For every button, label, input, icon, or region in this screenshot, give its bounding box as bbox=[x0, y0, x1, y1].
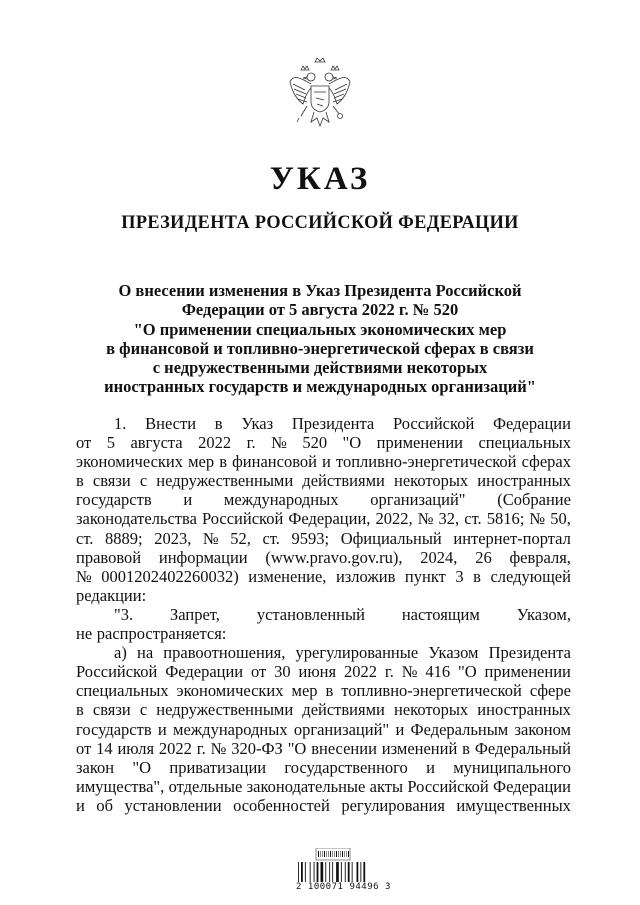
barcode-digit-group: 100071 bbox=[307, 882, 344, 892]
body-word: 52, bbox=[230, 528, 251, 548]
barcode-bar bbox=[332, 862, 333, 882]
body-word: изменение, bbox=[248, 566, 327, 586]
body-word: на bbox=[136, 643, 154, 663]
barcode-bar bbox=[345, 862, 346, 882]
body-word: и bbox=[426, 757, 435, 777]
body-text-line bbox=[76, 720, 571, 739]
barcode-bar bbox=[344, 851, 345, 857]
body-word: 50, bbox=[550, 509, 571, 529]
body-word: Президента bbox=[488, 643, 571, 663]
body-text-line bbox=[76, 662, 571, 681]
body-word: № bbox=[401, 662, 418, 682]
body-word: (Собрание bbox=[497, 490, 571, 510]
body-word: Российской bbox=[407, 776, 489, 796]
body-text-line bbox=[76, 490, 571, 509]
body-word: Федерации, bbox=[288, 509, 371, 529]
body-word: государственного bbox=[284, 757, 408, 777]
body-word: Федеральным bbox=[410, 719, 509, 739]
body-word: отдельные bbox=[168, 776, 243, 796]
body-word: экономических bbox=[76, 452, 184, 472]
barcode-bar bbox=[310, 862, 311, 882]
body-word: Официальный bbox=[340, 528, 442, 548]
body-word: "О bbox=[287, 738, 307, 758]
body-word: государств bbox=[76, 490, 152, 510]
document-type-heading: УКАЗ bbox=[269, 161, 371, 197]
body-word: августа bbox=[130, 433, 183, 453]
body-word: действиями bbox=[302, 471, 385, 491]
body-word: изменений bbox=[381, 738, 458, 758]
body-word: правоотношения, bbox=[163, 643, 286, 663]
body-word: иностранных bbox=[477, 700, 571, 720]
barcode-bar bbox=[352, 862, 353, 882]
barcode-bar bbox=[360, 862, 361, 882]
body-word: регулирования bbox=[341, 795, 445, 815]
body-word: "О bbox=[458, 662, 477, 682]
body-word: 320-ФЗ bbox=[231, 738, 283, 758]
body-word: и bbox=[183, 490, 193, 510]
barcode-digit-group: 2 bbox=[296, 882, 302, 892]
body-word: топливно-энергетической bbox=[335, 452, 517, 472]
body-word: г. bbox=[196, 738, 206, 758]
body-word: сферах bbox=[521, 452, 571, 472]
body-word: в bbox=[325, 681, 334, 701]
body-text-line bbox=[76, 567, 571, 586]
body-word: международных bbox=[223, 490, 339, 510]
body-word: (www.pravo.gov.ru), bbox=[265, 547, 403, 567]
body-word: распространяется: bbox=[96, 624, 227, 644]
barcode-bar bbox=[298, 862, 299, 882]
body-word: сфере bbox=[529, 681, 571, 701]
barcode-bar bbox=[348, 851, 349, 857]
body-text-line bbox=[76, 471, 571, 490]
body-word: применении bbox=[484, 662, 571, 682]
body-word: с bbox=[139, 700, 148, 720]
decree-title-line: с недружественными действиями некоторых bbox=[152, 358, 488, 378]
body-word: от bbox=[76, 738, 92, 758]
body-word: в bbox=[76, 471, 84, 491]
issuer-heading: ПРЕЗИДЕНТА РОССИЙСКОЙ ФЕДЕРАЦИИ bbox=[121, 212, 519, 233]
body-word: интернет-портал bbox=[453, 528, 571, 548]
barcode-digit-group: 3 bbox=[385, 882, 391, 892]
body-word: законодательные bbox=[246, 776, 366, 796]
barcode-bar bbox=[348, 862, 350, 882]
body-word: № bbox=[271, 433, 287, 453]
barcode-bar bbox=[328, 851, 329, 857]
body-word: 2022, bbox=[375, 509, 413, 529]
body-word: а) bbox=[114, 643, 127, 663]
body-word: организаций" bbox=[293, 719, 390, 739]
body-word: редакции: bbox=[76, 585, 147, 605]
decree-title-line: в финансовой и топливно-энергетической сферах в связи bbox=[106, 338, 534, 358]
body-word: имущества", bbox=[76, 776, 165, 796]
decree-title-line: Федерации от 5 августа 2022 г. № 520 bbox=[181, 300, 459, 320]
body-word: специальных bbox=[76, 681, 169, 701]
body-word: г. bbox=[246, 433, 256, 453]
body-text-line bbox=[76, 739, 571, 758]
barcode-bar bbox=[363, 862, 365, 882]
body-word: и bbox=[76, 795, 85, 815]
decree-title bbox=[80, 281, 560, 397]
barcode-bar bbox=[324, 851, 325, 857]
body-word: некоторых bbox=[393, 471, 469, 491]
body-word: 2023, bbox=[154, 528, 192, 548]
body-word: № bbox=[417, 509, 434, 529]
body-word: внесении bbox=[311, 738, 377, 758]
body-word: № bbox=[529, 509, 546, 529]
body-word: Российской bbox=[392, 414, 475, 433]
decree-body bbox=[76, 414, 571, 815]
body-word: мер bbox=[188, 452, 215, 472]
barcode-bar bbox=[329, 862, 330, 882]
body-word: Внести bbox=[145, 414, 197, 433]
body-word: государств bbox=[76, 719, 152, 739]
body-text-line bbox=[76, 509, 571, 528]
body-word: Федерации bbox=[493, 414, 571, 433]
barcode-bar bbox=[336, 862, 339, 882]
body-word: недружественными bbox=[156, 471, 294, 491]
barcode-bar bbox=[314, 862, 315, 882]
body-word: Указом, bbox=[516, 604, 571, 624]
body-word: следующей bbox=[490, 566, 571, 586]
body-word: 2022 bbox=[343, 662, 377, 682]
barcode-bar bbox=[346, 851, 347, 857]
barcode-bar bbox=[301, 862, 303, 882]
body-word: 14 bbox=[96, 738, 113, 758]
decree-title-line: О внесении изменения в Указ Президента Российской bbox=[118, 281, 522, 300]
body-word: некоторых bbox=[393, 700, 469, 720]
body-word: 30 bbox=[274, 662, 291, 682]
body-word: особенностей bbox=[233, 795, 330, 815]
barcode-bar bbox=[332, 851, 333, 857]
body-word: законом bbox=[514, 719, 571, 739]
body-word: правовой bbox=[76, 547, 142, 567]
body-word: и bbox=[322, 452, 331, 472]
body-word: Указом bbox=[428, 643, 479, 663]
body-word: пункт bbox=[404, 566, 446, 586]
body-text-line bbox=[76, 758, 571, 777]
body-word: ст. bbox=[464, 509, 482, 529]
body-word: Российской bbox=[76, 662, 158, 682]
body-word: финансовой bbox=[232, 452, 317, 472]
body-word: от bbox=[76, 433, 92, 453]
body-text-line bbox=[76, 548, 571, 567]
body-word: 2024, bbox=[420, 547, 458, 567]
body-word: "О bbox=[132, 757, 152, 777]
body-text-line bbox=[76, 681, 571, 700]
body-text-line bbox=[76, 414, 571, 433]
body-word: 26 bbox=[475, 547, 492, 567]
body-word: и bbox=[157, 719, 167, 739]
body-word: 1. bbox=[114, 414, 127, 433]
body-word: организаций" bbox=[370, 490, 466, 510]
barcode-bar bbox=[318, 851, 319, 857]
body-word: "3. bbox=[114, 604, 134, 624]
body-word: 5816; bbox=[486, 509, 525, 529]
body-word: настоящим bbox=[401, 604, 480, 624]
body-word: г. bbox=[384, 662, 394, 682]
body-word: 416 bbox=[425, 662, 451, 682]
body-word: муниципального bbox=[453, 757, 571, 777]
body-word: 9593; bbox=[291, 528, 330, 548]
body-text-line bbox=[76, 796, 571, 815]
barcode-bar bbox=[357, 862, 359, 882]
body-word: установленный bbox=[256, 604, 365, 624]
body-word: экономических bbox=[176, 681, 284, 701]
body-word: недружественными bbox=[156, 700, 294, 720]
body-word: связи bbox=[92, 700, 131, 720]
body-word: Российской bbox=[201, 509, 284, 529]
body-word: 5 bbox=[106, 433, 115, 453]
body-word: от bbox=[251, 662, 267, 682]
barcode-digit-group: 94496 bbox=[349, 882, 380, 892]
body-word: международных bbox=[173, 719, 288, 739]
body-text-line bbox=[76, 624, 571, 643]
barcode-bar bbox=[322, 851, 323, 857]
barcode-bar bbox=[326, 851, 327, 857]
body-word: 8889; bbox=[105, 528, 143, 548]
body-word: закон bbox=[76, 757, 115, 777]
body-word: иностранных bbox=[477, 471, 571, 491]
body-word: урегулированные bbox=[295, 643, 419, 663]
body-word: законодательства bbox=[76, 509, 197, 529]
barcode-bar bbox=[330, 851, 331, 857]
body-word: в bbox=[473, 566, 481, 586]
body-word: в bbox=[76, 700, 84, 720]
body-word: в bbox=[462, 738, 470, 758]
body-word: имущественных bbox=[456, 795, 571, 815]
barcode-bar bbox=[321, 862, 324, 882]
body-text-line bbox=[76, 643, 571, 662]
body-text-line bbox=[76, 777, 571, 796]
barcode-bar bbox=[320, 851, 321, 857]
barcode-bar bbox=[340, 851, 341, 857]
barcode-bar bbox=[325, 862, 326, 882]
body-word: № bbox=[210, 738, 227, 758]
body-word: акты bbox=[369, 776, 404, 796]
body-word: Президента bbox=[291, 414, 375, 433]
body-word: Указ bbox=[241, 414, 274, 433]
body-word: 3 bbox=[455, 566, 464, 586]
barcode-bar bbox=[334, 851, 335, 857]
body-word: ст. bbox=[262, 528, 280, 548]
body-word: топливно-энергетической bbox=[341, 681, 522, 701]
body-word: информации bbox=[158, 547, 248, 567]
decree-title-line: "О применении специальных экономических мер bbox=[133, 319, 507, 339]
body-word: специальных bbox=[478, 433, 571, 453]
body-text-line bbox=[76, 529, 571, 548]
barcode-bar bbox=[342, 851, 343, 857]
body-word: "О bbox=[342, 433, 362, 453]
body-word: связи bbox=[92, 471, 131, 491]
body-word: Федерации bbox=[493, 776, 571, 796]
body-word: не bbox=[76, 624, 93, 644]
body-word: 32, bbox=[438, 509, 460, 529]
body-word: июня bbox=[298, 662, 337, 682]
body-word: и bbox=[395, 719, 405, 739]
body-word: февраля, bbox=[509, 547, 571, 567]
body-text-line bbox=[76, 700, 571, 719]
coat-of-arms-emblem bbox=[287, 56, 353, 136]
body-word: июля bbox=[117, 738, 155, 758]
body-word: установлении bbox=[124, 795, 222, 815]
body-word: в bbox=[214, 414, 223, 433]
body-text-line bbox=[76, 586, 571, 605]
body-word: 520 bbox=[302, 433, 328, 453]
body-word: Запрет, bbox=[170, 604, 220, 624]
barcode-bar bbox=[305, 862, 306, 882]
barcode-number bbox=[296, 882, 397, 892]
body-word: № bbox=[202, 528, 219, 548]
body-word: действиями bbox=[302, 700, 385, 720]
body-word: мер bbox=[291, 681, 318, 701]
body-word: Федеральный bbox=[474, 738, 571, 758]
body-word: изложив bbox=[335, 566, 396, 586]
barcode-bar bbox=[338, 851, 339, 857]
barcode-label-box bbox=[316, 848, 350, 860]
body-text-line bbox=[76, 452, 571, 471]
body-word: 2022 bbox=[198, 433, 232, 453]
body-word: 2022 bbox=[158, 738, 192, 758]
body-text-line bbox=[76, 605, 571, 624]
barcode-bar bbox=[317, 862, 319, 882]
barcode-bar bbox=[341, 862, 342, 882]
body-word: Федерации bbox=[165, 662, 244, 682]
body-word: об bbox=[96, 795, 114, 815]
body-word: ст. bbox=[76, 528, 94, 548]
body-word: в bbox=[219, 452, 228, 472]
body-word: с bbox=[139, 471, 148, 491]
body-word: 0001202402260032) bbox=[101, 566, 239, 586]
decree-title-line: иностранных государств и международных организаций" bbox=[104, 377, 536, 397]
body-word: применении bbox=[376, 433, 463, 453]
body-word: приватизации bbox=[169, 757, 267, 777]
body-word: № bbox=[76, 566, 92, 586]
barcode-bar bbox=[336, 851, 337, 857]
body-text-line bbox=[76, 433, 571, 452]
